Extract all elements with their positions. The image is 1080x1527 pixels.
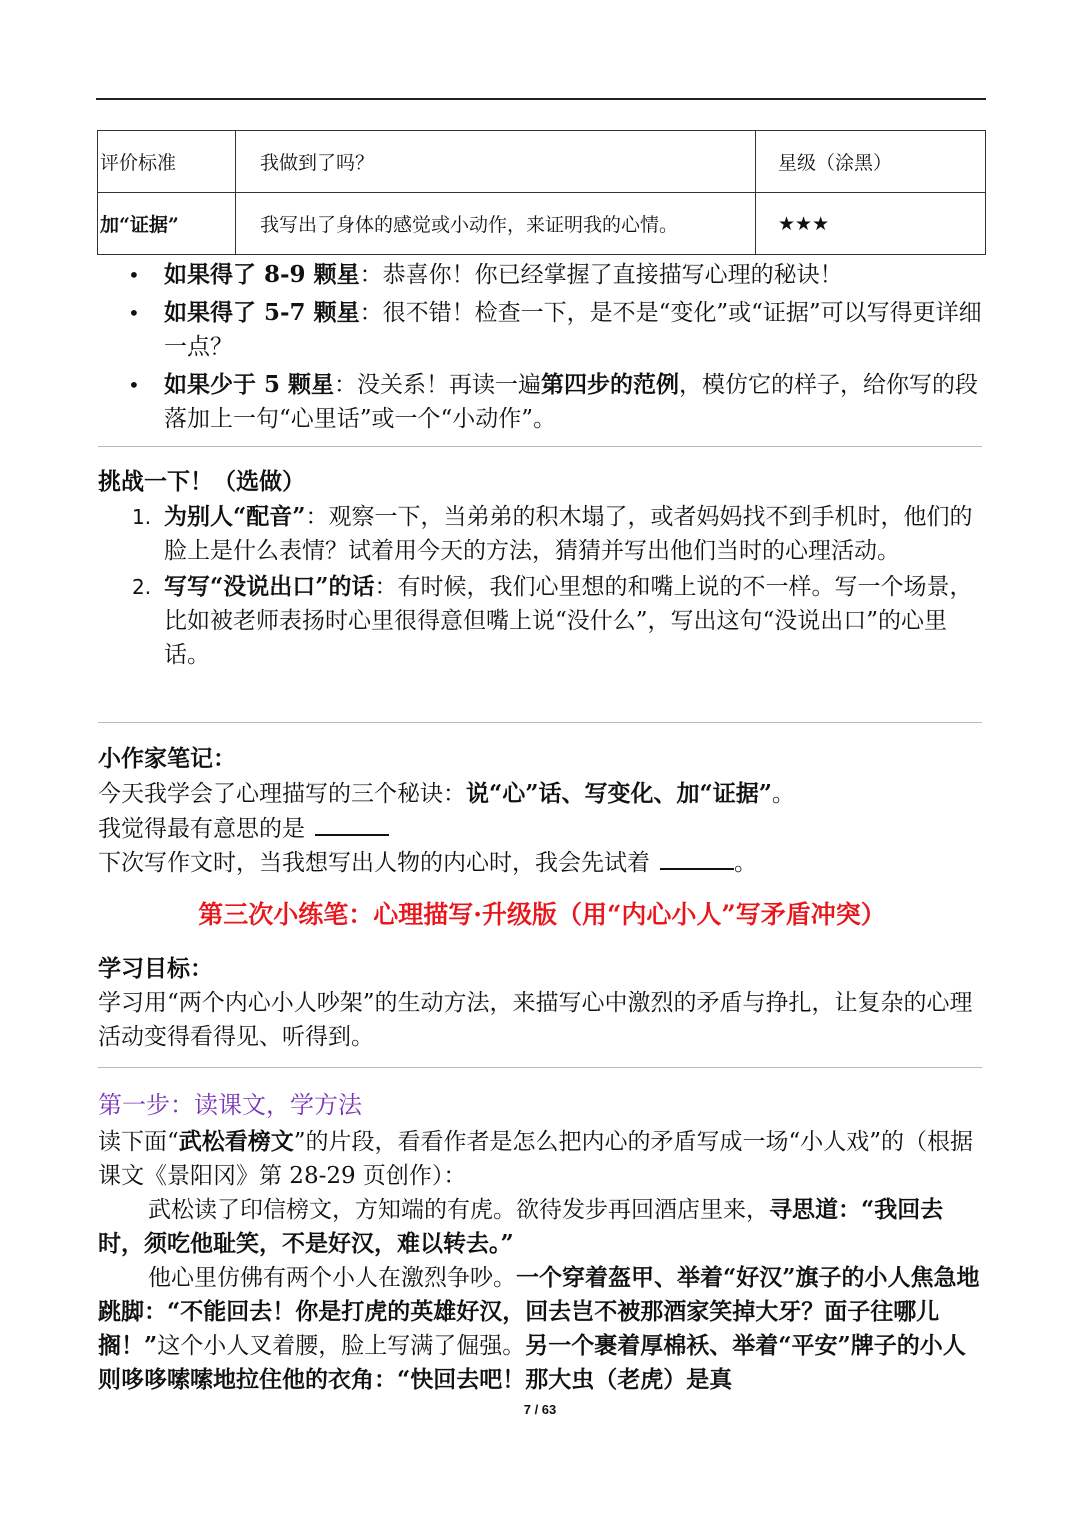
- notes-title: 小作家笔记：: [98, 745, 236, 772]
- excerpt-bold: 寻思道：“我回去时，须吃他耻笑，不是好汉，难以转去。”: [98, 1196, 944, 1257]
- excerpt-bold: 另一个裹着厚棉袄、举着“平安”牌子的小人则哆哆嗦嗦地拉住他的衣角：“快回去吧！那大虫（老虎）是真: [98, 1332, 966, 1393]
- challenge-list: [98, 500, 986, 672]
- fill-in-blank[interactable]: [315, 812, 389, 836]
- bullet-icon: •: [128, 263, 140, 287]
- notes-text: 。: [771, 781, 795, 807]
- item-number: 2.: [132, 575, 152, 599]
- bullet-text: ：很不错！检查一下，是不是“变化”或“证据”可以写得更详细一点？: [164, 300, 982, 360]
- table-cell: 我做到了吗？: [236, 131, 756, 193]
- table-cell-question: 我写出了身体的感觉或小动作，来证明我的心情。: [236, 193, 756, 255]
- item-number: 1.: [132, 505, 152, 529]
- list-item: [98, 296, 986, 364]
- bullet-bold: 如果得了 8-9 颗星: [164, 261, 360, 288]
- item-text: ：观察一下，当弟弟的积木塌了，或者妈妈找不到手机时，他们的脸上是什么表情？试着用今天的方法，猜猜并写出他们当时的心理活动。: [164, 504, 973, 564]
- divider: [98, 722, 982, 723]
- notes-line-2: [98, 812, 986, 846]
- bullet-icon: •: [128, 301, 140, 325]
- intro-bold: 武松看榜文: [178, 1128, 294, 1155]
- list-item: [98, 570, 986, 672]
- table-cell: 评价标准: [98, 131, 236, 193]
- notes-text: 我觉得最有意思的是: [98, 816, 305, 842]
- table-cell-stars: ★★★: [756, 193, 986, 255]
- bullet-text: ：没关系！再读一遍: [334, 372, 542, 398]
- excerpt-bold: 一个穿着盔甲、举着“好汉”旗子的小人焦急地跳脚：“不能回去！你是打虎的英雄好汉，回去岂不被那酒家笑掉大牙？面子往哪儿搁！”: [98, 1264, 980, 1359]
- item-bold: 为别人“配音”: [164, 503, 306, 530]
- bullet-bold: 第四步的范例: [541, 371, 680, 398]
- item-bold: 写写“没说出口”的话: [164, 573, 375, 600]
- bullet-bold: 如果少于 5 颗星: [164, 371, 335, 398]
- excerpt-text: 这个小人叉着腰，脸上写满了倔强。: [157, 1333, 526, 1359]
- intro-text: ”的片段，看看作者是怎么把内心的矛盾写成一场“小人戏”的（根据课文《景阳冈》第 28-29 页创作）：: [98, 1129, 974, 1189]
- page-number: 7 / 63: [523, 1402, 557, 1417]
- item-text: ：有时候，我们心里想的和嘴上说的不一样。写一个场景，比如被老师表扬时心里很得意但嘴上说“没什么”，写出这句“没说出口”的心里话。: [164, 574, 973, 668]
- table-cell: 星级（涂黑）: [756, 131, 986, 193]
- bullet-text: ：恭喜你！你已经掌握了直接描写心理的秘诀！: [359, 262, 843, 288]
- table-cell-criterion: 加“证据”: [98, 193, 236, 255]
- notes-text: 。: [734, 850, 757, 876]
- excerpt-paragraph-2: [98, 1261, 986, 1397]
- notes-text: 今天我学会了心理描写的三个秘诀：: [98, 781, 466, 807]
- list-item: [98, 258, 986, 292]
- notes-bold: 说“心”话、写变化、加“证据”: [466, 780, 772, 807]
- goal-text: 学习用“两个内心小人吵架”的生动方法，来描写心中激烈的矛盾与挣扎，让复杂的心理活动变得看得见、听得到。: [98, 990, 973, 1050]
- bullet-bold: 如果得了 5-7 颗星: [164, 299, 360, 326]
- excerpt-text: 武松读了印信榜文，方知端的有虎。欲待发步再回酒店里来，: [148, 1197, 769, 1223]
- section-title: 第三次小练笔：心理描写·升级版（用“内心小人”写矛盾冲突）: [198, 900, 886, 929]
- score-bullet-list: [98, 258, 986, 440]
- step1-title: 第一步：读课文，学方法: [98, 1091, 362, 1119]
- list-item: [98, 500, 986, 568]
- excerpt-paragraph-1: [98, 1193, 986, 1261]
- table-header-row: [98, 131, 986, 193]
- evaluation-table: [97, 130, 986, 255]
- list-item: [98, 368, 986, 436]
- step1-intro: [98, 1125, 986, 1193]
- notes-line-3: [98, 846, 986, 880]
- intro-text: 读下面“: [98, 1129, 179, 1155]
- divider: [98, 1067, 982, 1068]
- excerpt-text: 他心里仿佛有两个小人在激烈争吵。: [148, 1265, 516, 1291]
- table-row: [98, 193, 986, 255]
- fill-in-blank[interactable]: [660, 846, 734, 870]
- bullet-text: ，模仿它的样子，给你写的段落加上一句“心里话”或一个“小动作”。: [164, 372, 979, 432]
- header-rule: [96, 98, 986, 100]
- divider: [98, 446, 982, 447]
- notes-text: 下次写作文时，当我想写出人物的内心时，我会先试着: [98, 850, 650, 876]
- notes-line-1: [98, 777, 986, 811]
- challenge-title: 挑战一下！（选做）: [98, 468, 305, 495]
- bullet-icon: •: [128, 373, 140, 397]
- goal-title: 学习目标：: [98, 955, 213, 982]
